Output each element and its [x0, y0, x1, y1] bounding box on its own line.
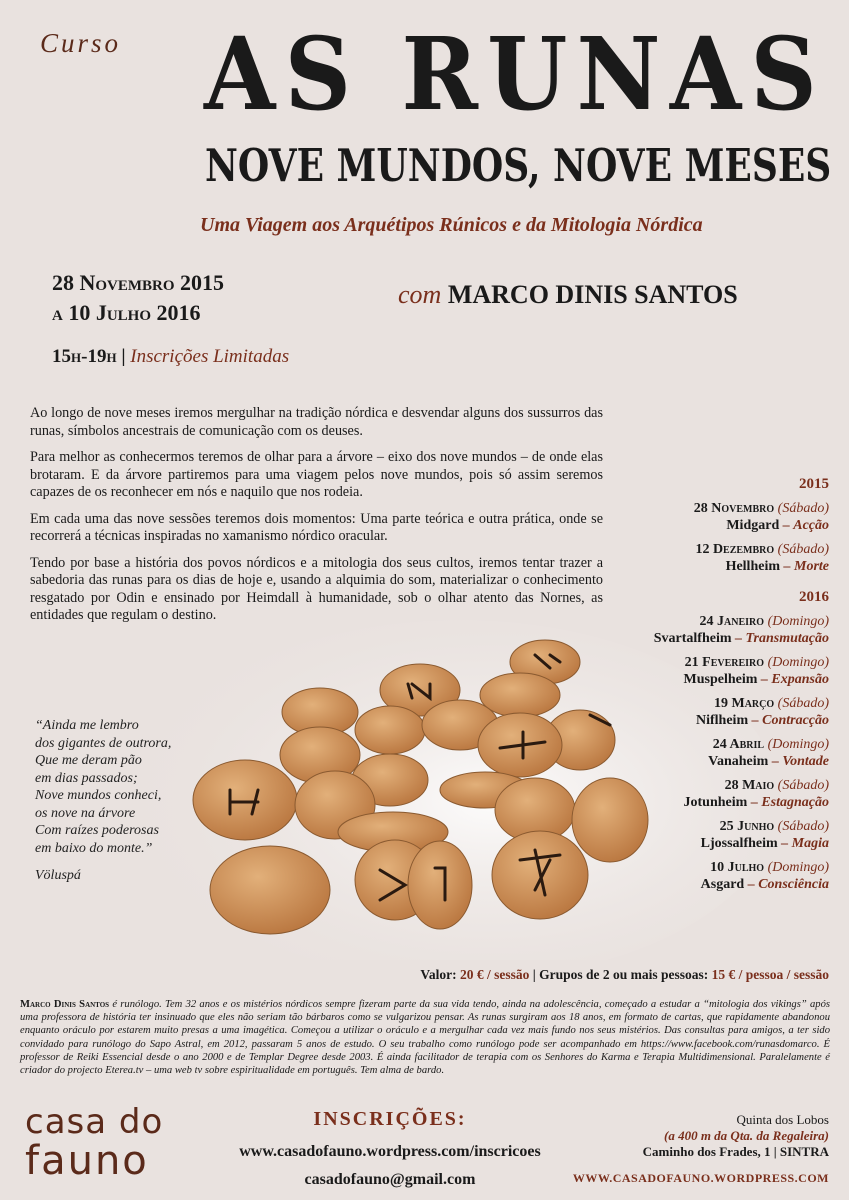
date-end: a 10 Julho 2016 — [52, 300, 201, 325]
session-dash: – — [781, 835, 789, 851]
paragraph: Ao longo de nove meses iremos mergulhar na tradição nórdica e desvendar alguns dos sussurros das runas, símbolos ancestrais de comunicação com os deuses. — [30, 405, 603, 439]
session-dash: – — [783, 558, 791, 574]
session-weekday: (Domingo) — [767, 655, 829, 670]
year-heading: 2016 — [799, 589, 829, 605]
session-item — [509, 542, 829, 575]
session-date: 28 Maio — [724, 778, 775, 793]
session-theme: Acção — [793, 517, 829, 533]
main-title: AS RUNAS — [204, 15, 827, 133]
price-separator: | — [532, 967, 536, 982]
casa-do-fauno-logo — [25, 1102, 165, 1184]
venue-address — [573, 1112, 829, 1186]
price-line — [420, 967, 829, 983]
hours-line — [52, 346, 289, 368]
date-start: 28 Novembro 2015 — [52, 270, 225, 295]
paragraph: Tendo por base a história dos povos nórdicos e a mitologia dos seus cultos, iremos tentar trazer a sabedoria das runas para os dias de hoje e, usando a alquimia do som, materializar o conhecimento resgatado por Odin e ensinado por Heimdall à humanidade, sob o olhar atento das Nornes, as entidades que regulam o destino. — [30, 554, 603, 623]
session-world: Hellheim — [725, 558, 780, 574]
session-theme: Morte — [794, 558, 829, 574]
presenter-with: com — [398, 280, 442, 309]
session-date: 28 Novembro — [693, 501, 775, 516]
session-dash: – — [747, 876, 755, 892]
session-dash: – — [782, 517, 790, 533]
session-item — [509, 737, 829, 770]
session-item — [509, 860, 829, 893]
registration-block — [210, 1108, 570, 1189]
quote-line: em dias passados; — [35, 770, 138, 786]
logo-line-1: casa do — [25, 1102, 164, 1142]
session-world: Ljossalfheim — [700, 835, 778, 851]
website-link[interactable]: WWW.CASADOFAUNO.WORDPRESS.COM — [572, 1171, 829, 1185]
presenter — [398, 280, 738, 310]
session-world: Niflheim — [696, 712, 749, 728]
session-dash: – — [735, 630, 742, 646]
quote-line: Nove mundos conheci, — [35, 788, 162, 803]
address-line-1: Quinta dos Lobos — [736, 1112, 829, 1127]
session-theme: Transmutação — [745, 630, 829, 646]
session-theme: Contracção — [762, 712, 829, 728]
hours-time: 15h-19h — [52, 346, 117, 367]
paragraph: Para melhor as conhecermos teremos de olhar para a árvore – eixo dos nove mundos – de onde elas brotaram. E da árvore partiremos para uma viagem pelos nove mundos, pois só assim seremos capazes de os reconhecer em nós e naquilo que nos rodeia. — [30, 449, 603, 500]
course-dates — [52, 268, 224, 328]
session-weekday: (Domingo) — [767, 737, 829, 752]
session-date: 21 Fevereiro — [684, 655, 765, 670]
session-date: 12 Dezembro — [695, 542, 775, 557]
session-item — [509, 655, 829, 688]
bio-name: Marco Dinis Santos — [20, 999, 110, 1010]
session-theme: Magia — [791, 835, 829, 851]
quote-line: Com raízes poderosas — [35, 823, 159, 838]
session-dash: – — [751, 712, 759, 728]
hours-separator: | — [121, 346, 126, 367]
session-theme: Consciência — [758, 876, 829, 892]
hours-note: Inscrições Limitadas — [130, 346, 290, 367]
address-line-2: (a 400 m da Qta. da Regaleira) — [663, 1128, 829, 1143]
subtitle: NOVE MUNDOS, NOVE MESES — [205, 139, 832, 192]
session-weekday: (Sábado) — [777, 696, 829, 711]
session-item — [509, 696, 829, 729]
quote-line: em baixo do monte.” — [35, 840, 153, 856]
session-date: 24 Abril — [712, 737, 765, 752]
session-theme: Expansão — [771, 671, 829, 687]
session-weekday: (Domingo) — [767, 860, 829, 875]
session-date: 24 Janeiro — [699, 614, 765, 629]
tagline: Uma Viagem aos Arquétipos Rúnicos e da Mitologia Nórdica — [200, 214, 703, 236]
session-weekday: (Sábado) — [777, 542, 829, 557]
session-world: Asgard — [700, 876, 745, 892]
price-value: 20 € / sessão — [459, 967, 530, 982]
session-dash: – — [760, 671, 768, 687]
course-label: Curso — [40, 28, 122, 58]
session-date: 10 Julho — [710, 860, 765, 875]
session-item — [509, 501, 829, 534]
session-weekday: (Sábado) — [777, 778, 829, 793]
session-date: 19 Março — [714, 696, 775, 711]
registration-email[interactable]: casadofauno@gmail.com — [304, 1171, 476, 1188]
quote-line: dos gigantes de outrora, — [35, 735, 172, 751]
bio-text: é runólogo. Tem 32 anos e os mistérios nórdicos sempre fizeram parte da sua vida tendo, ainda na adolescência, começado a estudar a “mitologia dos vikings” após uma professora de história ter insinuado que eles não seriam tão bárbaros como se vulgarizou pensar. As runas surgiram aos 18 anos, em formato de cartas, que rapidamente abandonou enquanto oráculo por estarem muito presas a uma imagética. Começou a utilizar o oráculo e a mergulhar cada vez mais fundo nos seus mistérios. Das consultas para amigos, a ter sido convidado para runólogo do Sapo Astral, em 2012, passaram 5 anos de estudo. O seu trabalho como runólogo pode ser acompanhado em https://www.facebook.com/runasdomarco. É professor de Reiki Essencial desde o ano 2000 e de Templar Degree desde 2003. É ainda facilitador de terapia com os Senhores do Karma e Terapia Multidimensional. Paralelamente é criador do projecto Eterea.tv – uma web tv sobre espiritualidade em português. Tem alma de bardo. — [20, 999, 830, 1077]
presenter-bio — [20, 998, 830, 1077]
session-world: Jotunheim — [683, 794, 748, 810]
session-world: Midgard — [726, 517, 780, 533]
session-dash: – — [771, 753, 779, 769]
group-price-label: Grupos de 2 ou mais pessoas: — [539, 967, 709, 982]
price-label: Valor: — [420, 967, 457, 982]
quote-line: Que me deram pão — [35, 753, 142, 768]
logo-line-2: fauno — [25, 1138, 149, 1184]
session-dash: – — [750, 794, 758, 810]
year-heading: 2015 — [799, 476, 829, 492]
session-weekday: (Sábado) — [777, 819, 829, 834]
session-date: 25 Junho — [719, 819, 775, 834]
quote-source: Völuspá — [35, 868, 81, 883]
session-item — [509, 819, 829, 852]
session-item — [509, 614, 829, 647]
group-price-value: 15 € / pessoa / sessão — [711, 967, 829, 982]
registration-heading: INSCRIÇÕES: — [313, 1108, 467, 1130]
session-theme: Vontade — [782, 753, 829, 769]
session-world: Muspelheim — [683, 671, 758, 687]
session-weekday: (Domingo) — [767, 614, 829, 629]
quote-line: “Ainda me lembro — [35, 718, 139, 733]
session-theme: Estagnação — [761, 794, 829, 810]
paragraph: Em cada uma das nove sessões teremos dois momentos: Uma parte teórica e outra prática, onde se recorrerá a técnicas inspiradas no xamanismo nórdico oracular. — [30, 510, 603, 544]
presenter-name: MARCO DINIS SANTOS — [447, 280, 738, 309]
session-schedule — [509, 476, 829, 901]
quote-line: os nove na árvore — [35, 805, 136, 821]
session-weekday: (Sábado) — [777, 501, 829, 516]
registration-url[interactable]: www.casadofauno.wordpress.com/inscricoes — [239, 1143, 541, 1160]
session-world: Vanaheim — [708, 753, 769, 769]
voluspa-quote — [35, 717, 195, 885]
session-item — [509, 778, 829, 811]
session-world: Svartalfheim — [653, 630, 732, 646]
address-line-3: Caminho dos Frades, 1 | SINTRA — [642, 1144, 829, 1159]
